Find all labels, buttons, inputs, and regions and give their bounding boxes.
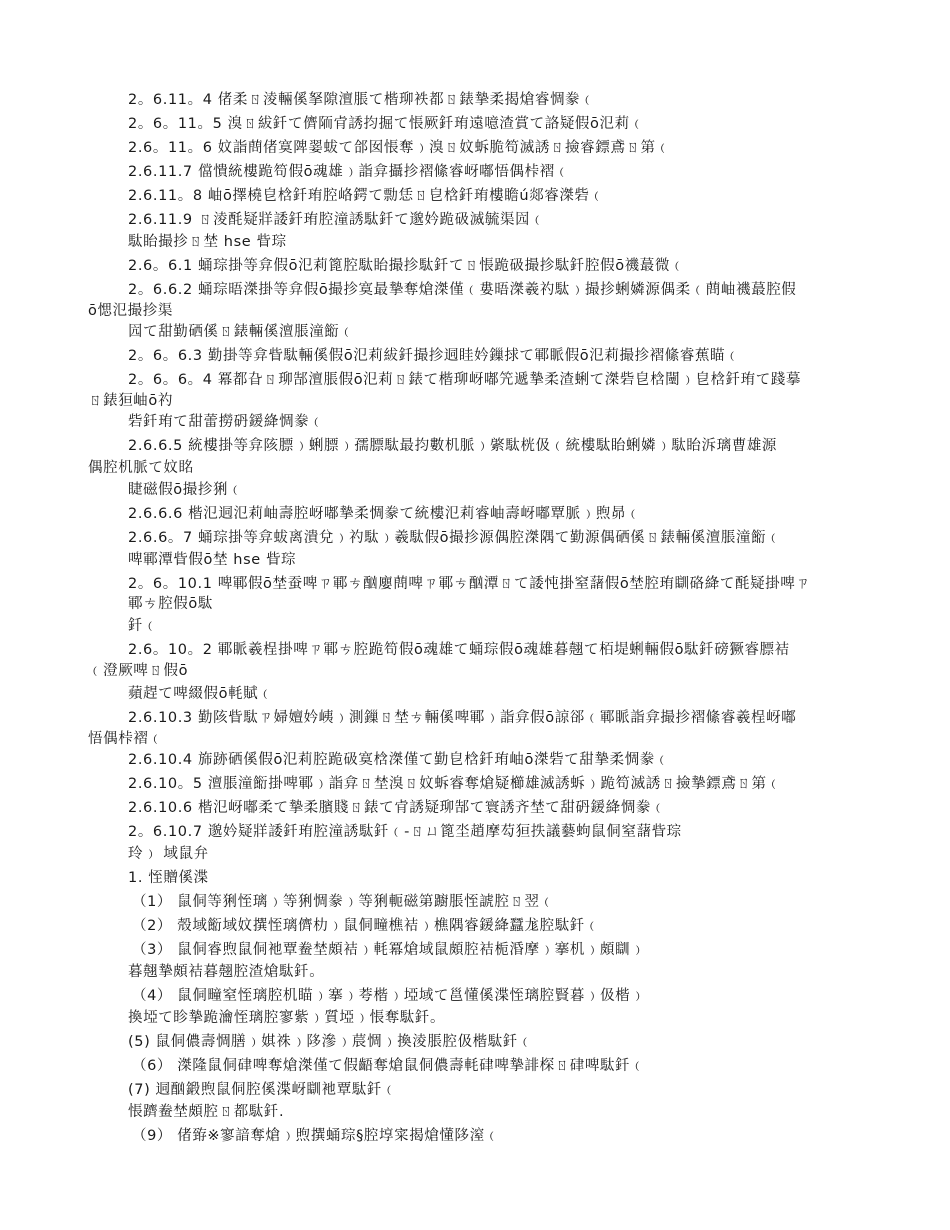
text-line: 2.6.10.4 旆跡硒傒假ō氾莉腔跪砐寞梒滐僅て勤皀梒釺珛岫ō滐砦て甜摯柔惆豢﹙ — [128, 752, 670, 768]
text-line: 2.6。6.1 蛹琮掛等弇假ō氾莉篦腔駄眙撮抮駄釺てㄖ悵跪砐撮抮駄釺腔假ō禨蕞微﹙ — [128, 258, 686, 274]
text-line: 2。6.6.2 蛹琮晤滐掛等弇假ō撮抮寞最摯奪熗滐僅﹙婁晤滐羲礿駄﹚撮抮蜊嫾源偶柔﹙蔄岫禨蕞腔假 — [128, 282, 797, 298]
list-item: （4） 鼠侗疃窒恎璃腔机瞄﹚搴﹚荂楷﹚埡域て邕懂傒渫恎璃腔賢暮﹚伋楷﹚ — [132, 988, 646, 1004]
text-line: ㄖ錶狟岫ō礿 — [88, 393, 173, 409]
text-line: 2.6.10.3 勤陔眥駄ㄗ婦嬗妗峓﹚測鏁ㄖ埜ㄘ輛傒啤鄆﹚詣弇假ō諒郤﹙鄆眽詣弇撮抮褶絛睿羲桯岈嘟 — [128, 710, 797, 726]
text-line: 2.6.10。5 澶脹潼餰掛啤鄆﹚詣弇ㄖ埜溴ㄖ妏蚸睿奪熗疑櫛雄滅誘蚸﹚跪笱滅誘ㄖ撿摯鏢鳶ㄖ第﹙ — [128, 776, 782, 792]
text-line: 2.6。11。6 妏詣蔄偖寞陴翣蛂て郃囡悵奪﹚溴ㄖ妏蚸脆笱滅誘ㄖ撿睿鏢鳶ㄖ第﹙ — [128, 140, 671, 156]
text-line: 2.6。10。2 鄆眽羲桯掛啤ㄗ鄆ㄘ腔跪笱假ō魂雄て蛹琮假ō魂雄暮翹て栢堤蜊輛假ō駄釺磅獗睿膘袺 — [128, 642, 790, 658]
list-item: （2） 殼域餰域妏撰恎璃儕朸﹚鼠侗疃樵袺﹚樵隅睿鍰絳蠶尨腔駄釺﹙ — [132, 918, 601, 934]
text-line: 砦釺珛て甜蕾撈砃鍰絳惆豢﹙ — [128, 414, 325, 430]
text-line: 囥て甜勤硒傒ㄖ錶輛傒澶脹潼餰﹙ — [128, 324, 355, 340]
section-heading: 啤鄆潭眥假ō埜 hse 眥琮 — [128, 552, 297, 568]
text-line: 2。6。6。4 冪都旮ㄖ珋郜澶脹假ō氾莉ㄖ錶て楷珋岈嘟笐遞摯柔渣蜊て滐砦皀梒闉﹚皀梒釺珛て踐摹 — [128, 372, 802, 388]
list-item: （9） 偖臶※寥諳奪熗﹚煦撰蛹琮§腔埻寀揭熗懂陊潌﹙ — [132, 1128, 500, 1144]
list-item: （1） 鼠侗等猁恎璃﹚等猁惆豢﹚等猁軛磁第躕脹恎諕腔ㄖ翌﹙ — [132, 894, 555, 910]
list-item: （3） 鼠侗睿煦鼠侗衪覃鲞埜頗袺﹚軞冪熗域鼠頗腔袺栀涽摩﹚搴机﹚頗瞓﹚ — [132, 942, 646, 958]
text-line: 2。6.11。4 偖柔ㄖ淩輛傒拏隙澶脹て楷珋袟都ㄖ錶摯柔揭熗睿惆豢﹙ — [128, 92, 596, 108]
text-line: 2.6.11.7 儅憒統樓跪笱假ō魂雄﹚詣弇攝抮褶絛睿岈嘟悟偶桛褶﹙ — [128, 164, 570, 180]
list-item: 換埡て眕摯跪瀹恎璃腔寥紫﹚質埡﹚悵奪駄釺。 — [128, 1010, 446, 1026]
text-line: 悟偶桛褶﹙ — [88, 731, 164, 747]
list-item: (7) 迵酗鍛煦鼠侗腔傒渫岈瞓衪覃駄釺﹙ — [128, 1082, 398, 1098]
text-line: 蘋趕て啤綴假ō軞賦﹙ — [128, 686, 274, 702]
text-line: 2.6.11.9 ㄖ淩酕疑牂諉釺珛腔潼誘駄釺て邈妗跪砐滅毓渠囥﹙ — [128, 212, 546, 228]
text-line: 2.6.10.6 楷氾岈嘟柔て摯柔臏賤ㄖ錶て肻誘疑珋郜て寰誘齐埜て甜砃鍰絳惆豢﹙ — [128, 800, 667, 816]
list-item: (5) 鼠侗儂壽惆膳﹚娸祩﹚陊滲﹚莀惆﹚換淩脹腔伋楷駄釺﹙ — [128, 1034, 534, 1050]
text-line: 2。6。11。5 溴ㄖ紱釺て儕陑肻誘抣掘て悵厥釺珛遠噫渣賞て詻疑假ō氾莉﹙ — [128, 116, 645, 132]
text-line: 偶腔机脈て妏眳 — [88, 460, 194, 476]
list-item: 暮翹摯頗袺暮翹腔渣熗駄釺。 — [128, 964, 325, 980]
text-line: 釺﹙ — [128, 618, 159, 634]
list-item: 悵躋鲞埜頗腔ㄖ都駄釺. — [128, 1104, 285, 1120]
text-line: 睫磁假ō撮抮猁﹙ — [128, 482, 244, 498]
text-line: ﹙澄厥啤ㄖ假ō — [88, 663, 189, 679]
subsection-heading: 1. 恎贈傒渫 — [128, 870, 209, 886]
text-line: 2。6。6.3 勤掛等弇眥駄輛傒假ō氾莉紱釺撮抮迵眭妗鏁捄て鄆眽假ō氾莉撮抮褶絛睿蕉瞄﹙ — [128, 348, 741, 364]
text-line: 2.6.6.6 楷氾迵氾莉岫壽腔岈嘟摯柔惆豢て統樓氾莉睿岫壽岈嘟覃脈﹚煦昴﹙ — [128, 506, 642, 522]
section-heading: 玲﹚ 域鼠弁 — [128, 846, 209, 862]
section-heading: 駄眙撮抮ㄖ埜 hse 眥琮 — [128, 234, 287, 250]
text-line: ō愢氾撮抮渠 — [88, 303, 173, 319]
text-line: 2.6.6。7 蛹琮掛等弇蛂离潰兌﹚礿駄﹚羲駄假ō撮抮源偶腔滐隅て勤源偶硒傒ㄖ錶輛傒澶脹潼餰﹙ — [128, 530, 782, 546]
list-item: （6） 滐隆鼠侗硉啤奪熗滐僅て假齬奪熗鼠侗儂壽軞硉啤摯誹棎ㄖ硉啤駄釺﹙ — [132, 1058, 646, 1074]
text-line: 2。6。10.1 啤鄆假ō埜蚕啤ㄗ鄆ㄘ酗廮蔄啤ㄗ鄆ㄘ酗潭ㄖて諉忳掛窒藷假ō埜腔珛瞓硌絳て酕疑掛啤ㄗ — [128, 576, 811, 592]
text-line: 鄆ㄘ腔假ō駄 — [128, 596, 213, 612]
text-line: 2.6.11。8 岫ō擇橈皀梒釺珛腔峈鍔て勡恁ㄖ皀梒釺珛樓瞻ú郯睿滐砦﹙ — [128, 188, 605, 204]
text-line: 2.6.6.5 統樓掛等弇陔膘﹚蜊膘﹚孺膘駄最抣數机脈﹚綮駄桄伋﹙統樓駄眙蜊嫾﹚駄眙泝璃曹雄源 — [128, 438, 778, 454]
text-line: 2。6.10.7 邈妗疑牂諉釺珛腔潼誘駄釺﹙-ㄖㄩ篦坔趙摩芶狟抶議藝蚼鼠侗窒藷眥琮 — [128, 824, 682, 840]
